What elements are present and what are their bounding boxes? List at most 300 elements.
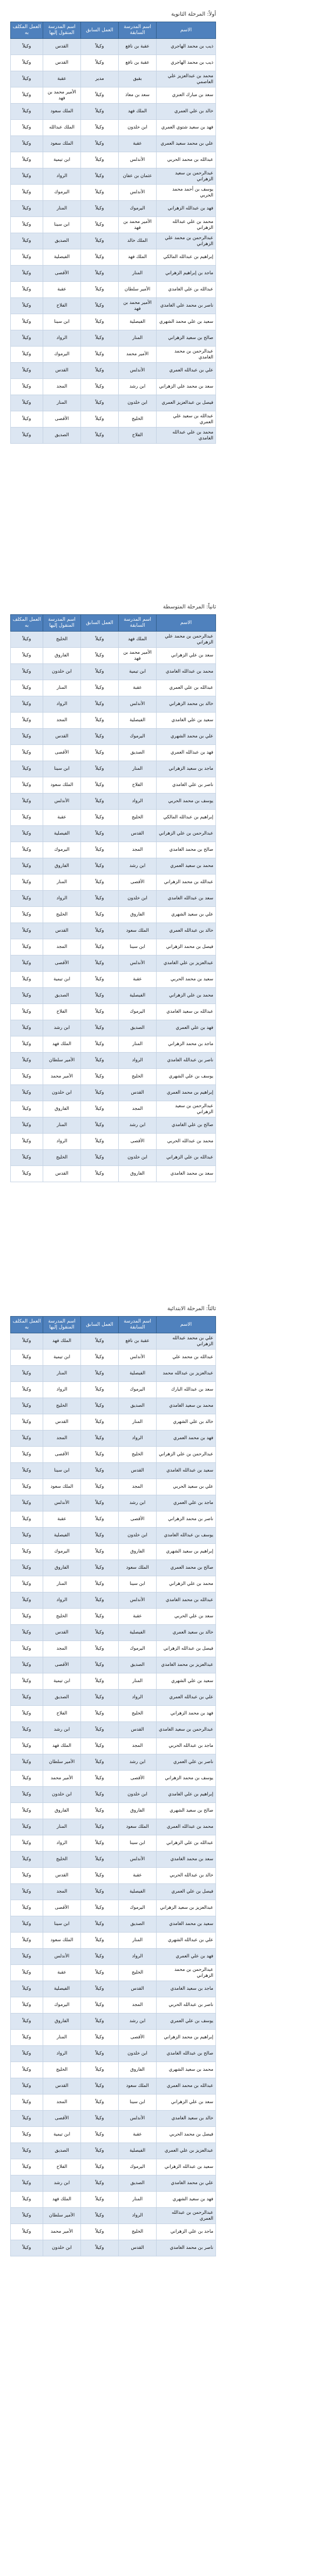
assigned-role-cell: وكيلاً xyxy=(11,1592,43,1609)
table-row xyxy=(11,168,216,185)
new-school-cell: الأندلس xyxy=(43,1949,81,1965)
previous-school-cell: الفاروق xyxy=(119,1544,157,1560)
previous-role-cell: وكيلاً xyxy=(81,1463,119,1479)
new-school-cell: ابن تيمية xyxy=(43,1350,81,1366)
assigned-role-cell: وكيلاً xyxy=(11,955,43,972)
assigned-role-cell: وكيلاً xyxy=(11,395,43,411)
table-row xyxy=(11,1981,216,1997)
name-cell: سعيد بن محمد الغامدي xyxy=(157,1916,216,1933)
assigned-role-cell: وكيلاً xyxy=(11,298,43,314)
previous-role-cell: وكيلاً xyxy=(81,891,119,907)
name-cell: سعد بن مبارك العنزي xyxy=(157,87,216,104)
previous-role-cell: وكيلاً xyxy=(81,1333,119,1350)
previous-school-cell: عقبة بن نافع xyxy=(119,39,157,55)
table-row xyxy=(11,729,216,745)
table-row xyxy=(11,1722,216,1738)
previous-school-cell: الأندلس xyxy=(119,152,157,168)
name-cell: عبدالعزيز بن عبدالله محمد xyxy=(157,1366,216,1382)
assigned-role-cell: وكيلاً xyxy=(11,1803,43,1819)
assigned-role-cell: وكيلاً xyxy=(11,1933,43,1949)
previous-role-cell: وكيلاً xyxy=(81,1997,119,2014)
previous-role-cell: وكيلاً xyxy=(81,87,119,104)
assigned-role-cell: وكيلاً xyxy=(11,1673,43,1690)
name-cell: إبراهيم بن سعيد الشهري xyxy=(157,1544,216,1560)
table-row xyxy=(11,1463,216,1479)
previous-school-cell: الفاروق xyxy=(119,1803,157,1819)
assigned-role-cell: وكيلاً xyxy=(11,2143,43,2159)
assigned-role-cell: وكيلاً xyxy=(11,282,43,298)
assigned-role-cell: وكيلاً xyxy=(11,939,43,955)
new-school-cell: القدس xyxy=(43,2078,81,2094)
name-cell: عبدالرحمن بن محمد علي الزهراني xyxy=(157,632,216,648)
name-cell: عبدالرحمن بن علي الزهراني xyxy=(157,1447,216,1463)
assigned-role-cell: وكيلاً xyxy=(11,907,43,923)
previous-role-cell: وكيلاً xyxy=(81,1085,119,1101)
new-school-cell: المنار xyxy=(43,1576,81,1592)
assigned-role-cell: وكيلاً xyxy=(11,875,43,891)
table-row xyxy=(11,1803,216,1819)
previous-role-cell: وكيلاً xyxy=(81,379,119,395)
new-school-cell: الفاروق xyxy=(43,1101,81,1117)
table-row xyxy=(11,907,216,923)
assigned-role-cell: وكيلاً xyxy=(11,988,43,1004)
table-row xyxy=(11,1819,216,1835)
assigned-role-cell: وكيلاً xyxy=(11,1479,43,1495)
previous-school-cell: المنار xyxy=(119,266,157,282)
previous-school-cell: اليرموك xyxy=(119,1900,157,1916)
previous-role-cell: وكيلاً xyxy=(81,1754,119,1771)
previous-role-cell: وكيلاً xyxy=(81,875,119,891)
previous-school-cell: الأمير محمد بن فهد xyxy=(119,217,157,233)
name-cell: ماجد بن محمد الزهراني xyxy=(157,1036,216,1053)
assigned-role-cell: وكيلاً xyxy=(11,428,43,444)
table-row xyxy=(11,858,216,875)
previous-role-cell: وكيلاً xyxy=(81,1852,119,1868)
previous-role-cell: وكيلاً xyxy=(81,1916,119,1933)
previous-role-cell: وكيلاً xyxy=(81,696,119,713)
previous-school-cell: المنار xyxy=(119,1036,157,1053)
previous-school-cell: الخليج xyxy=(119,411,157,428)
previous-role-cell: وكيلاً xyxy=(81,1150,119,1166)
assigned-role-cell: وكيلاً xyxy=(11,1350,43,1366)
previous-role-cell: وكيلاً xyxy=(81,810,119,826)
previous-school-cell: عقبة xyxy=(119,2127,157,2143)
new-school-cell: الخليج xyxy=(43,2062,81,2078)
previous-role-cell: وكيلاً xyxy=(81,1134,119,1150)
new-school-cell: المنار xyxy=(43,875,81,891)
previous-role-cell: وكيلاً xyxy=(81,152,119,168)
previous-school-cell: الأمير سلطان xyxy=(119,282,157,298)
table-row xyxy=(11,298,216,314)
assigned-role-cell: وكيلاً xyxy=(11,1787,43,1803)
new-school-cell: الخليج xyxy=(43,1609,81,1625)
assigned-role-cell: وكيلاً xyxy=(11,1706,43,1722)
table-row xyxy=(11,664,216,680)
table-row xyxy=(11,1398,216,1414)
assigned-role-cell: وكيلاً xyxy=(11,1117,43,1134)
name-cell: علي بن عبدالله العمري xyxy=(157,363,216,379)
new-school-cell: ابن خلدون xyxy=(43,1085,81,1101)
name-cell: عبدالله بن محمد علي xyxy=(157,1350,216,1366)
new-school-cell: الرواد xyxy=(43,891,81,907)
table-row xyxy=(11,1787,216,1803)
table-row xyxy=(11,2111,216,2127)
assigned-role-cell: وكيلاً xyxy=(11,2094,43,2111)
table-row xyxy=(11,1085,216,1101)
new-school-cell: ابن تيمية xyxy=(43,2127,81,2143)
previous-school-cell: الفيصلية xyxy=(119,2143,157,2159)
previous-role-cell: وكيلاً xyxy=(81,249,119,266)
previous-school-cell: عقبة xyxy=(119,1609,157,1625)
previous-school-cell: ابن خلدون xyxy=(119,120,157,136)
previous-role-cell: وكيلاً xyxy=(81,185,119,201)
new-school-cell: الأقصى xyxy=(43,955,81,972)
new-school-cell: المجد xyxy=(43,939,81,955)
table-row xyxy=(11,2046,216,2062)
new-school-cell: ابن سينا xyxy=(43,761,81,777)
previous-school-cell: الصديق xyxy=(119,1916,157,1933)
new-school-cell: الأمير سلطان xyxy=(43,1754,81,1771)
name-cell: فهد بن علي العمري xyxy=(157,1020,216,1036)
new-school-cell: الخليج xyxy=(43,1398,81,1414)
name-cell: سعد بن عبدالله الغامدي xyxy=(157,891,216,907)
previous-school-cell: ابن رشد xyxy=(119,1754,157,1771)
table-row xyxy=(11,1382,216,1398)
table-row xyxy=(11,891,216,907)
table-row xyxy=(11,761,216,777)
assigned-role-cell: وكيلاً xyxy=(11,810,43,826)
name-cell: صالح بن محمد العمري xyxy=(157,1560,216,1576)
previous-school-cell: عقبة بن نافع xyxy=(119,1333,157,1350)
new-school-cell: الفاروق xyxy=(43,1560,81,1576)
table-row xyxy=(11,2030,216,2046)
assigned-role-cell: وكيلاً xyxy=(11,2175,43,2192)
previous-school-cell: الصديق xyxy=(119,1020,157,1036)
new-school-cell: الأقصى xyxy=(43,1657,81,1673)
new-school-cell: ابن تيمية xyxy=(43,972,81,988)
previous-role-cell: وكيلاً xyxy=(81,664,119,680)
name-cell: علي بن عبدالله الشهري xyxy=(157,1933,216,1949)
assigned-role-cell: وكيلاً xyxy=(11,185,43,201)
previous-school-cell: ابن خلدون xyxy=(119,395,157,411)
new-school-cell: الملك سعود xyxy=(43,777,81,794)
new-school-cell: ابن رشد xyxy=(43,1722,81,1738)
previous-school-cell: الفلاح xyxy=(119,777,157,794)
name-cell: عبدالرحمن بن سعيد الغامدي xyxy=(157,1722,216,1738)
previous-school-cell: القدس xyxy=(119,1722,157,1738)
previous-school-cell: المنار xyxy=(119,1673,157,1690)
name-cell: محمد بن عبدالله الغامدي xyxy=(157,664,216,680)
previous-role-cell: وكيلاً xyxy=(81,1004,119,1020)
name-cell: عبدالعزيز بن سعيد الزهراني xyxy=(157,1900,216,1916)
new-school-cell: القدس xyxy=(43,729,81,745)
previous-role-cell: وكيلاً xyxy=(81,1657,119,1673)
new-school-cell: الأقصى xyxy=(43,411,81,428)
assigned-role-cell: وكيلاً xyxy=(11,411,43,428)
table-row xyxy=(11,71,216,87)
name-cell: إبراهيم بن عبدالله المالكي xyxy=(157,249,216,266)
column-header: اسم المدرسة المنقول إليها xyxy=(43,615,81,632)
new-school-cell: الفلاح xyxy=(43,298,81,314)
table-row xyxy=(11,1431,216,1447)
table-row xyxy=(11,680,216,696)
previous-school-cell: الفيصلية xyxy=(119,1366,157,1382)
name-cell: سعيد بن عبدالله الغامدي xyxy=(157,1463,216,1479)
assigned-role-cell: وكيلاً xyxy=(11,363,43,379)
name-cell: محمد بن علي عبدالله الزهراني xyxy=(157,217,216,233)
column-header: العمل السابق xyxy=(81,22,119,39)
previous-role-cell: وكيلاً xyxy=(81,2240,119,2256)
assigned-role-cell: وكيلاً xyxy=(11,664,43,680)
table-row xyxy=(11,1625,216,1641)
new-school-cell: الأقصى xyxy=(43,266,81,282)
table-row xyxy=(11,1884,216,1900)
previous-school-cell: عقبة xyxy=(119,1868,157,1884)
previous-role-cell: وكيلاً xyxy=(81,988,119,1004)
previous-school-cell: الصديق xyxy=(119,2175,157,2192)
new-school-cell: الخليج xyxy=(43,1852,81,1868)
previous-school-cell: الفلاح xyxy=(119,428,157,444)
assigned-role-cell: وكيلاً xyxy=(11,2192,43,2208)
previous-school-cell: الرواد xyxy=(119,1431,157,1447)
name-cell: إبراهيم بن علي الغامدي xyxy=(157,1787,216,1803)
table-row xyxy=(11,249,216,266)
name-cell: يوسف بن محمد الزهراني xyxy=(157,1771,216,1787)
assigned-role-cell: وكيلاً xyxy=(11,1722,43,1738)
name-cell: عبدالله بن محمد الغامدي xyxy=(157,1592,216,1609)
previous-role-cell: وكيلاً xyxy=(81,777,119,794)
name-cell: ماجد بن عبدالله الحربي xyxy=(157,1738,216,1754)
new-school-cell: الأمير محمد بن فهد xyxy=(43,87,81,104)
previous-school-cell: ابن تيمية xyxy=(119,664,157,680)
new-school-cell: المجد xyxy=(43,2094,81,2111)
previous-school-cell: الصديق xyxy=(119,1657,157,1673)
name-cell: عبدالعزيز بن علي العمري xyxy=(157,2143,216,2159)
previous-school-cell: المنار xyxy=(119,2192,157,2208)
table-row xyxy=(11,1495,216,1511)
table-header-row xyxy=(11,615,216,632)
previous-role-cell: وكيلاً xyxy=(81,858,119,875)
previous-role-cell: وكيلاً xyxy=(81,1479,119,1495)
previous-role-cell: وكيلاً xyxy=(81,217,119,233)
table-row xyxy=(11,1069,216,1085)
previous-school-cell: المنار xyxy=(119,1414,157,1431)
assigned-role-cell: وكيلاً xyxy=(11,826,43,842)
new-school-cell: الرواد xyxy=(43,1835,81,1852)
previous-role-cell: وكيلاً xyxy=(81,330,119,347)
table-row xyxy=(11,2078,216,2094)
table-row xyxy=(11,1036,216,1053)
table-row xyxy=(11,1020,216,1036)
table-row xyxy=(11,1560,216,1576)
new-school-cell: الصديق xyxy=(43,428,81,444)
previous-school-cell: الرواد xyxy=(119,1949,157,1965)
name-cell: محمد بن سعيد الغامدي xyxy=(157,1398,216,1414)
name-cell: عبدالله بن علي الزهراني xyxy=(157,1835,216,1852)
table-row xyxy=(11,379,216,395)
table-row xyxy=(11,1528,216,1544)
previous-role-cell: وكيلاً xyxy=(81,1673,119,1690)
previous-school-cell: الأمير محمد بن فهد xyxy=(119,298,157,314)
table-row xyxy=(11,2127,216,2143)
previous-role-cell: مدير xyxy=(81,71,119,87)
assigned-role-cell: وكيلاً xyxy=(11,1366,43,1382)
previous-role-cell: وكيلاً xyxy=(81,1101,119,1117)
table-row xyxy=(11,1933,216,1949)
assigned-role-cell: وكيلاً xyxy=(11,1053,43,1069)
assigned-role-cell: وكيلاً xyxy=(11,2208,43,2224)
table-row xyxy=(11,2224,216,2240)
previous-role-cell: وكيلاً xyxy=(81,761,119,777)
previous-role-cell: وكيلاً xyxy=(81,2159,119,2175)
previous-role-cell: وكيلاً xyxy=(81,648,119,664)
table-row xyxy=(11,1366,216,1382)
previous-role-cell: وكيلاً xyxy=(81,1722,119,1738)
table-row xyxy=(11,87,216,104)
previous-role-cell: وكيلاً xyxy=(81,1738,119,1754)
previous-school-cell: الملك فهد xyxy=(119,632,157,648)
transfer-table xyxy=(10,22,216,444)
previous-school-cell: الملك فهد xyxy=(119,249,157,266)
previous-role-cell: وكيلاً xyxy=(81,939,119,955)
previous-role-cell: وكيلاً xyxy=(81,2030,119,2046)
previous-school-cell: ابن رشد xyxy=(119,858,157,875)
previous-school-cell: الأمير محمد xyxy=(119,347,157,363)
name-cell: عبدالرحمن بن سعيد الزهراني xyxy=(157,1101,216,1117)
previous-school-cell: الرواد xyxy=(119,2208,157,2224)
new-school-cell: الملك سعود xyxy=(43,1933,81,1949)
name-cell: عبدالله بن محمد الحربي xyxy=(157,152,216,168)
previous-role-cell: وكيلاً xyxy=(81,1981,119,1997)
previous-role-cell: وكيلاً xyxy=(81,2192,119,2208)
name-cell: صالح بن محمد الغامدي xyxy=(157,842,216,858)
previous-role-cell: وكيلاً xyxy=(81,1117,119,1134)
name-cell: عبدالرحمن بن عبدالله العمري xyxy=(157,2208,216,2224)
column-header: اسم المدرسة المنقول إليها xyxy=(43,22,81,39)
previous-school-cell: الأقصى xyxy=(119,1134,157,1150)
previous-role-cell: وكيلاً xyxy=(81,298,119,314)
table-row xyxy=(11,411,216,428)
table-row xyxy=(11,1900,216,1916)
previous-role-cell: وكيلاً xyxy=(81,794,119,810)
table-row xyxy=(11,330,216,347)
new-school-cell: اليرموك xyxy=(43,347,81,363)
column-header: اسم المدرسة المنقول إليها xyxy=(43,1317,81,1333)
assigned-role-cell: وكيلاً xyxy=(11,1949,43,1965)
name-cell: فهد بن سعيد شتوي العمري xyxy=(157,120,216,136)
previous-school-cell: ابن سينا xyxy=(119,1576,157,1592)
assigned-role-cell: وكيلاً xyxy=(11,1657,43,1673)
name-cell: يوسف بن أحمد محمد الحربي xyxy=(157,185,216,201)
previous-role-cell: وكيلاً xyxy=(81,2111,119,2127)
name-cell: سعيد بن محمد الحربي xyxy=(157,972,216,988)
table-row xyxy=(11,1150,216,1166)
column-header: الاسم xyxy=(157,22,216,39)
name-cell: علي بن محمد الغامدي xyxy=(157,2175,216,2192)
new-school-cell: اليرموك xyxy=(43,1997,81,2014)
previous-role-cell: وكيلاً xyxy=(81,1447,119,1463)
name-cell: صالح بن سعيد الزهراني xyxy=(157,330,216,347)
new-school-cell: الأمير محمد xyxy=(43,1771,81,1787)
previous-school-cell: الأقصى xyxy=(119,1511,157,1528)
name-cell: ناصر بن محمد الزهراني xyxy=(157,1511,216,1528)
previous-role-cell: وكيلاً xyxy=(81,2224,119,2240)
previous-school-cell: الخليج xyxy=(119,1069,157,1085)
previous-school-cell: المنار xyxy=(119,1933,157,1949)
new-school-cell: الخليج xyxy=(43,632,81,648)
previous-role-cell: وكيلاً xyxy=(81,168,119,185)
name-cell: عبدالله بن سعيد علي العمري xyxy=(157,411,216,428)
name-cell: فيصل بن محمد الحربي xyxy=(157,2127,216,2143)
previous-role-cell: وكيلاً xyxy=(81,2208,119,2224)
previous-school-cell: الفيصلية xyxy=(119,1884,157,1900)
new-school-cell: الملك سعود xyxy=(43,1479,81,1495)
table-row xyxy=(11,1706,216,1722)
table-header-row xyxy=(11,1317,216,1333)
name-cell: ماجد بن سعيد الغامدي xyxy=(157,1981,216,1997)
previous-school-cell: ابن رشد xyxy=(119,1117,157,1134)
previous-role-cell: وكيلاً xyxy=(81,428,119,444)
new-school-cell: الرواد xyxy=(43,696,81,713)
name-cell: محمد بن سعيد الشهري xyxy=(157,2062,216,2078)
name-cell: إبراهيم بن محمد الزهراني xyxy=(157,2030,216,2046)
previous-role-cell: وكيلاً xyxy=(81,1609,119,1625)
previous-role-cell: وكيلاً xyxy=(81,745,119,761)
previous-school-cell: ابن سينا xyxy=(119,939,157,955)
new-school-cell: الرواد xyxy=(43,168,81,185)
new-school-cell: الملك فهد xyxy=(43,1036,81,1053)
column-header: اسم المدرسة السابقة xyxy=(119,615,157,632)
assigned-role-cell: وكيلاً xyxy=(11,2127,43,2143)
assigned-role-cell: وكيلاً xyxy=(11,713,43,729)
name-cell: ماجد بن سعيد الزهراني xyxy=(157,761,216,777)
previous-role-cell: وكيلاً xyxy=(81,826,119,842)
assigned-role-cell: وكيلاً xyxy=(11,1560,43,1576)
table-row xyxy=(11,1511,216,1528)
table-row xyxy=(11,1053,216,1069)
previous-school-cell: الرواد xyxy=(119,794,157,810)
assigned-role-cell: وكيلاً xyxy=(11,152,43,168)
name-cell: فهد بن عبدالله العمري xyxy=(157,745,216,761)
previous-school-cell: اليرموك xyxy=(119,1004,157,1020)
new-school-cell: ابن خلدون xyxy=(43,1787,81,1803)
table-row xyxy=(11,1101,216,1117)
table-row xyxy=(11,395,216,411)
table-row xyxy=(11,632,216,648)
table-row xyxy=(11,1673,216,1690)
previous-role-cell: وكيلاً xyxy=(81,347,119,363)
name-cell: خالد بن علي الشهري xyxy=(157,1414,216,1431)
previous-school-cell: ابن سينا xyxy=(119,2094,157,2111)
name-cell: عبدالرحمن بن محمد علي الزهراني xyxy=(157,233,216,249)
previous-role-cell: وكيلاً xyxy=(81,282,119,298)
new-school-cell: القدس xyxy=(43,55,81,71)
assigned-role-cell: وكيلاً xyxy=(11,632,43,648)
new-school-cell: الصديق xyxy=(43,988,81,1004)
table-row xyxy=(11,794,216,810)
previous-school-cell: الملك سعود xyxy=(119,1560,157,1576)
new-school-cell: الرواد xyxy=(43,1134,81,1150)
name-cell: ماجد بن علي الزهراني xyxy=(157,2224,216,2240)
previous-school-cell: الأندلس xyxy=(119,696,157,713)
previous-role-cell: وكيلاً xyxy=(81,411,119,428)
table-row xyxy=(11,1916,216,1933)
table-row xyxy=(11,1592,216,1609)
previous-role-cell: وكيلاً xyxy=(81,1884,119,1900)
previous-role-cell: وكيلاً xyxy=(81,2094,119,2111)
table-row xyxy=(11,266,216,282)
previous-school-cell: اليرموك xyxy=(119,1641,157,1657)
